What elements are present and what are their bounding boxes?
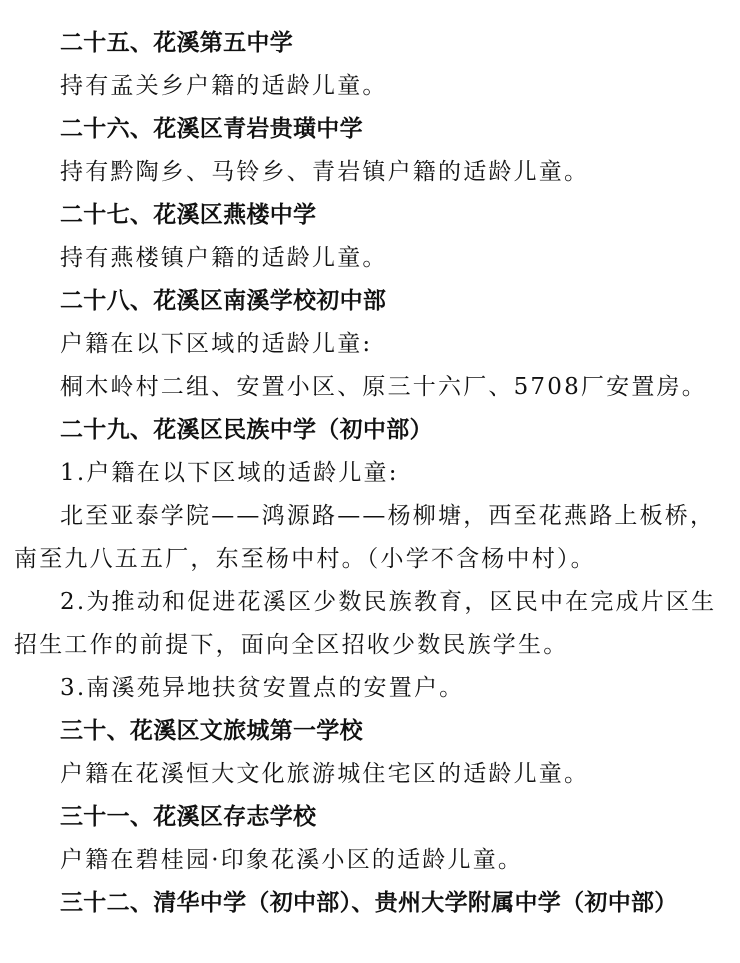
section-heading-25: 二十五、花溪第五中学 [60, 30, 293, 56]
section-body-29-item-2: 2.为推动和促进花溪区少数民族教育，区民中在完成片区生 [60, 589, 717, 615]
section-heading-26: 二十六、花溪区青岩贵璜中学 [60, 116, 363, 142]
section-body-29-boundary-1: 北至亚泰学院——鸿源路——杨柳塘，西至花燕路上板桥， [60, 503, 716, 529]
section-heading-32: 三十二、清华中学（初中部）、贵州大学附属中学（初中部） [60, 890, 678, 916]
section-heading-28: 二十八、花溪区南溪学校初中部 [60, 288, 387, 314]
section-heading-29: 二十九、花溪区民族中学（初中部） [60, 417, 433, 443]
section-body-26: 持有黔陶乡、马铃乡、青岩镇户籍的适龄儿童。 [60, 159, 590, 185]
section-body-30: 户籍在花溪恒大文化旅游城住宅区的适龄儿童。 [60, 761, 590, 787]
section-heading-27: 二十七、花溪区燕楼中学 [60, 202, 317, 228]
section-body-29-boundary-2: 南至九八五五厂，东至杨中村。（小学不含杨中村）。 [14, 546, 596, 572]
section-heading-30: 三十、花溪区文旅城第一学校 [60, 718, 363, 744]
section-body-28-areas: 桐木岭村二组、安置小区、原三十六厂、5708厂安置房。 [60, 374, 707, 400]
section-body-31: 户籍在碧桂园·印象花溪小区的适龄儿童。 [60, 847, 524, 873]
section-body-29-item-1: 1.户籍在以下区域的适龄儿童: [60, 460, 399, 486]
section-body-28-intro: 户籍在以下区域的适龄儿童: [60, 331, 373, 357]
section-body-29-item-2-cont: 招生工作的前提下，面向全区招收少数民族学生。 [14, 632, 569, 658]
section-body-29-item-3: 3.南溪苑异地扶贫安置点的安置户。 [60, 675, 465, 701]
section-body-25: 持有孟关乡户籍的适龄儿童。 [60, 73, 388, 99]
section-heading-31: 三十一、花溪区存志学校 [60, 804, 317, 830]
section-body-27: 持有燕楼镇户籍的适龄儿童。 [60, 245, 388, 271]
